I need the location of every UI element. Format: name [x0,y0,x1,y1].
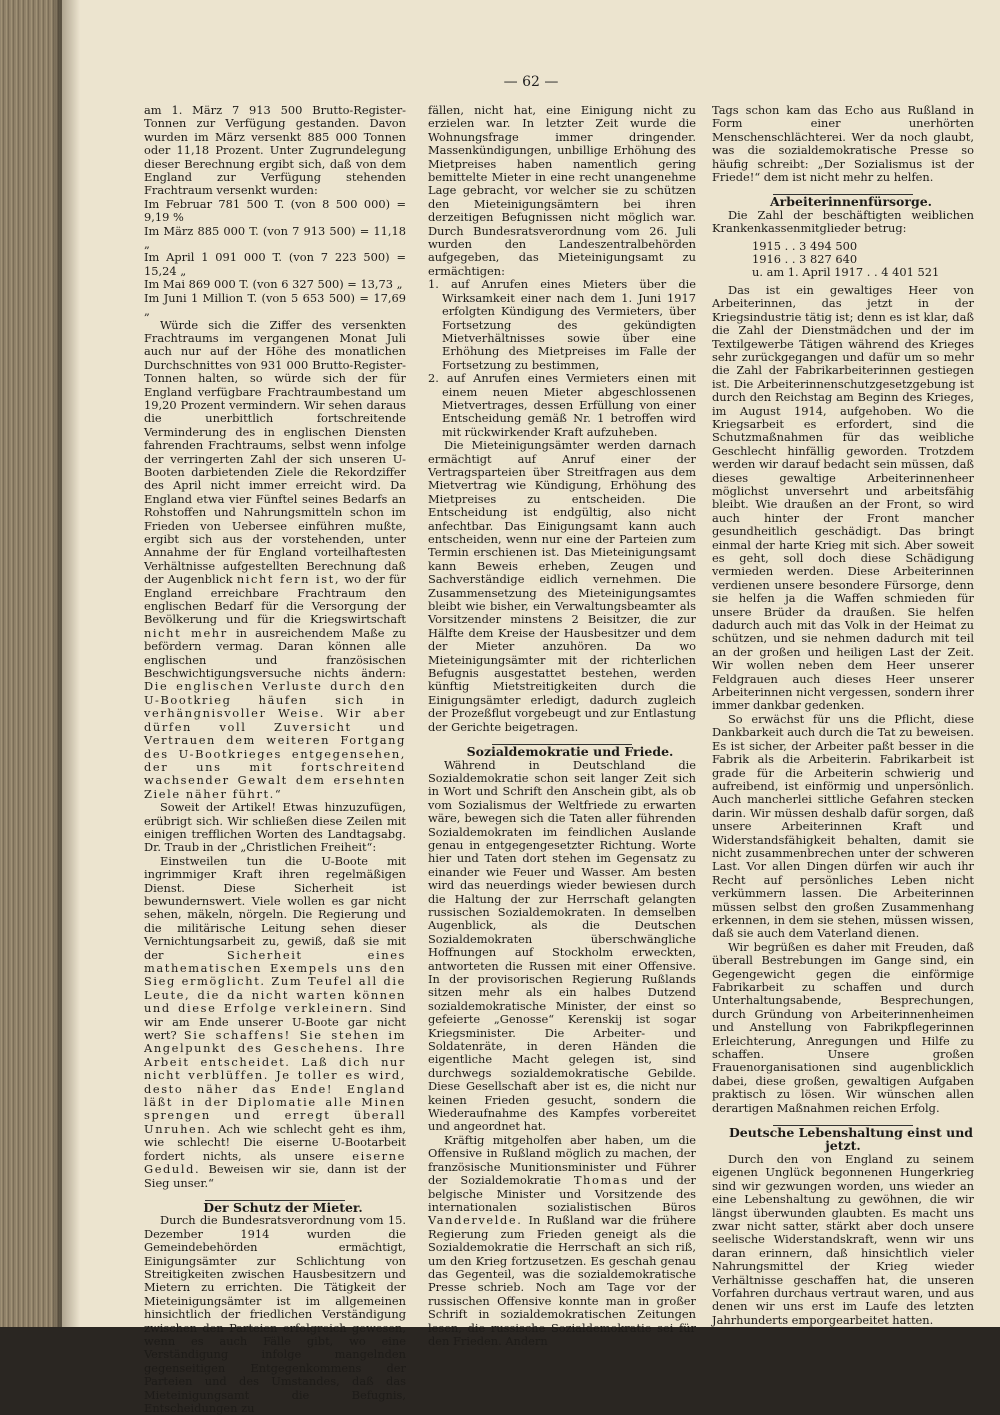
col3-paragraph: Tags schon kam das Echo aus Rußland in Form einer unerhörten Menschenschlächterei. Wer da noch glaubt, was die sozialdemokratische Presse so häufig schreibt: „Der Sozialismus ist der Friede!“ dem ist nicht mehr zu helfen. [712,103,974,185]
col3-paragraph: Die Zahl der beschäftigten weiblichen Krankenkassenmitglieder betrug: [712,207,974,236]
tonnage-row: Im Juni 1 Million T. (von 5 653 500) = 17,69 „ [144,290,406,319]
text-run: wo der für England erreichbare Frachtraum den englischen Bedarf für die Versorgung der Bevölkerung und für die Kriegswirtschaft [144,572,406,627]
text-run: In Rußland war die frühere Regierung zum Frieden geneigt als die Sozialdemokratie die Herrschaft an sich riß, um den Krieg fortzusetzen. Es geschah genau das Gegenteil, was die sozialdemokratische Presse schrieb. Noch am Tage vor der russischen Offensive konnte man in großer Schrift in sozialdemokratischen Zeitungen lesen, die russische Sozialdemokratie sei für den Frieden. Andern [428,1213,697,1348]
col2-paragraph: fällen, nicht hat, eine Einigung nicht zu erzielen war. In letzter Zeit wurde die Wohnungsfrage immer dringender. Massenkündigungen, unbillige Erhöhung des Mietpreises haben namentlich gering bemittelte Mieter in eine recht unangenehme Lage gebracht, vor welcher sie zu schützen den Mieteinigungsämtern bei ihren derzeitigen Befugnissen nicht möglich war. Durch Bundesratsverordnung vom 26. Juli wurden den Landeszentralbehörden aufgegeben, das Mieteinigungsamt zu ermächtigen: [428,103,696,278]
list-item: 2. auf Anrufen eines Vermieters einen mit einem neuen Mieter abgeschlossenen Mietvertrages, dessen Erfüllung von einer Entscheidung gemäß Nr. 1 betroffen wird mit rückwirkender Kraft aufzuheben. [428,371,696,439]
col1-paragraph: Soweit der Artikel! Etwas hinzuzufügen, erübrigt sich. Wir schließen diese Zeilen mit einigen trefflichen Worten des Landtagsabg. Dr. Traub in der „Christlichen Freiheit“: [144,800,406,855]
spaced-text: Sicherheit eines mathematischen Exempels uns den Sieg ermöglicht. Zum Teufel all die Leute, die da nicht warten können und diese Erfolge verkleinern. [144,947,406,1016]
newspaper-page [62,0,1000,1415]
stat-row: 1916 . . 3 827 640 [752,252,858,267]
column-3 [712,103,974,1327]
col2-paragraph: Während in Deutschland die Sozialdemokratie schon seit langer Zeit sich in Wort und Schrift den Anschein gibt, als ob vom Sozialismus der Weltfriede zu erwarten wäre, bewegen sich die Taten aller führenden Sozialdemokraten im feindlichen Auslande genau in entgegengesetzter Richtung. Worte hier und Taten dort stehen im Gegensatz zu einander wie Feuer und Wasser. Am besten wird das neuerdings wieder bewiesen durch die Haltung der zur Herrschaft gelangten russischen Sozialdemokraten. In demselben Augenblick, als die Deutschen Sozialdemokraten überschwängliche Hoffnungen auf Stockholm erweckten, antworteten die Russen mit einer Offensive. In der provisorischen Regierung Rußlands sitzen mehr als ein halbes Dutzend sozialdemokratische Minister, der einst so gefeierte „Genosse“ Kerenskij ist sogar Kriegsminister. Die Arbeiter- und Soldatenräte, in deren Händen die eigentliche Macht gelegen ist, sind durchwegs sozialdemokratische Gebilde. Diese Gesellschaft aber ist es, die nicht nur keinen Frieden gesucht, sondern die Wiederaufnahme des Kampfes vorbereitet und angeordnet hat. [428,757,696,1134]
spaced-text: eiserne Geduld. [144,1148,406,1177]
text-run: Ach wie schlecht geht es ihm, wie schlecht! Die eiserne U-Bootarbeit fordert nichts, als unsere [144,1121,406,1163]
col3-paragraph: So erwächst für uns die Pflicht, diese Dankbarkeit auch durch die Tat zu beweisen. Es ist sicher, der Arbeiter paßt besser in die Fabrik als die Arbeiterin. Fabrikarbeit ist grade für die Arbeiterin schwierig und aufreibend, ist einförmig und unpersönlich. Auch mancherlei sittliche Gefahren stecken darin. Wir müssen deshalb dafür sorgen, daß unsere Arbeiterinnen Kraft und Widerstandsfähigkeit behalten, damit sie nicht zusammenbrechen unter der schweren Last. Vor allen Dingen dürfen wir auch ihr Recht auf persönliches Leben nicht verkümmern lassen. Die Arbeiterinnen müssen selbst den großen Zusammenhang erkennen, in dem sie stehen, müssen wissen, daß sie auch dem Vaterland dienen. [712,711,974,941]
col3-paragraph: Durch den von England zu seinem eigenen Unglück begonnenen Hungerkrieg sind wir gezwungen worden, uns wieder an eine Lebenshaltung zu gewöhnen, die wir längst überwunden glaubten. Es macht uns zwar nicht satter, stärkt aber doch unsere seelische Widerstandskraft, wenn wir uns daran erinnern, daß hinsichtlich vieler Nahrungsmittel der Krieg wieder Verhältnisse geschaffen hat, die unseren Vorfahren durchaus vertraut waren, und aus denen wir uns erst im Laufe des letzten Jahrhunderts emporgearbeitet hatten. [712,1151,974,1327]
spaced-text: nicht mehr [144,625,228,640]
membership-stats [752,240,974,280]
col1-intro: am 1. März 7 913 500 Brutto-Register-Tonnen zur Verfügung gestanden. Davon wurden im März versenkt 885 000 Tonnen oder 11,18 Prozent. Unter Zugrundelegung dieser Berechnung ergibt sich, daß von dem England zur Verfügung stehenden Frachtraum versenkt wurden: [144,103,406,198]
text-run: Kräftig mitgeholfen aber haben, um die Offensive in Rußland möglich zu machen, der französische Munitionsminister und Führer der Sozialdemokratie [428,1132,696,1188]
col1-paragraph [144,319,406,802]
heading-arbeiterinnenfuersorge: Arbeiterinnenfürsorge. [769,194,933,210]
tonnage-row: Im März 885 000 T. (von 7 913 500) = 11,18 „ [144,223,406,252]
spaced-text: Vandervelde. [428,1213,523,1228]
spaced-text: nicht fern ist, [236,572,341,587]
spaced-text: Sie schaffens! Sie stehen im Angelpunkt des Geschehens. Ihre Arbeit entscheidet. Laß dich nur nicht verblüffen. Je toller es wird, desto näher das Ende! England läßt in der Diplomatie alle Minen sprengen und erregt überall Unruhen. [144,1028,406,1136]
stat-row: 1915 . . 3 494 500 [752,238,858,253]
spaced-text: Die englischen Verluste durch den U-Bootkrieg häufen sich in verhängnisvoller Weise. Wir aber dürfen voll Zuversicht und Vertrauen dem weiteren Fortgang des U-Bootkrieges entgegensehen, der uns mit fortschreitend wachsender Gewalt dem ersehnten Ziele näher führt.“ [144,679,406,801]
tonnage-row: Im Februar 781 500 T. (von 8 500 000) = 9,19 % [144,196,406,225]
text-run: Würde sich die Ziffer des versenkten Frachtraums im vergangenen Monat Juli auch nur auf der Höhe des monatlichen Durchschnittes von 931 000 Brutto-Register-Tonnen halten, so würde sich der für England verfügbare Frachtraumbestand um 19,20 Prozent vermindern. Wir sehen daraus die unerbittlich fortschreitende Verminderung des in englischen Diensten fahrenden Frachtraums, selbst wenn infolge der verringerten Zahl der sich unseren U-Booten darbietenden Ziele die Rekordziffer des April nicht immer erreicht wird. Da England etwa vier Fünftel seines Bedarfs an Rohstoffen und Nahrungsmitteln schon im Frieden von Uebersee einführen mußte, ergibt sich aus der vorstehenden, unter Annahme der für England vorteilhaftesten Verhältnisse aufgestellten Berechnung daß der Augenblick [144,317,406,587]
list-item: 1. auf Anrufen eines Mieters über die Wirksamkeit einer nach dem 1. Juni 1917 erfolgten Kündigung des Vermieters, über Fortsetzung des gekündigten Mietverhältnisses sowie über eine Erhöhung des Mietpreises im Falle der Fortsetzung zu bestimmen, [428,277,696,372]
tonnage-table [144,198,406,319]
column-1 [144,103,407,1415]
heading-lebenshaltung: Deutsche Lebenshaltung einst und jetzt. [728,1125,974,1154]
column-2 [428,103,697,1348]
col2-paragraph: Die Mieteinigungsämter werden darnach ermächtigt auf Anruf einer der Vertragsparteien über Streitfragen aus dem Mietvertrag wie Kündigung, Erhöhung des Mietpreises zu entscheiden. Die Entscheidung ist endgültig, also nicht anfechtbar. Das Einigungsamt kann auch entscheiden, wenn nur eine der Parteien zum Termin erschienen ist. Das Mieteinigungsamt kann Beweis erheben, Zeugen und Sachverständige eidlich vernehmen. Die Zusammensetzung des Mieteinigungsamtes bleibt wie bisher, ein Verwaltungsbeamter als Vorsitzender minstens 2 Beisitzer, die zur Hälfte dem Kreise der Hausbesitzer und dem der Mieter anzuhören. Da wo Mieteinigungsämter mit der richterlichen Befugnis ausgestattet bestehen, werden künftig Mietstreitigkeiten durch die Einigungsämter erledigt, dadurch zugleich der Prozeßflut vorgebeugt und zur Entlastung der Gerichte beigetragen. [428,438,696,734]
col1-paragraph [144,855,406,1190]
stat-row: u. am 1. April 1917 . . 4 401 521 [752,265,940,280]
text-run: Einstweilen tun die U-Boote mit ingrimmiger Kraft ihren regelmäßigen Dienst. Diese Sicherheit ist bewundernswert. Viele wollen es gar nicht sehen, mäkeln, nörgeln. Die Regierung und die militärische Leitung sehen dieser Vernichtungsarbeit zu, gewiß, daß sie mit der [144,853,406,962]
text-run: Sind wir am Ende unserer U-Boote gar nicht wert? [144,1001,406,1043]
page-number: — 62 — [503,74,559,90]
col3-paragraph: Das ist ein gewaltiges Heer von Arbeiterinnen, das jetzt in der Kriegsindustrie tätig ist; denn es ist klar, daß die Zahl der Dienstmädchen und der im Textilgewerbe Tätigen während des Krieges sehr zurückgegangen und dafür um so mehr die Zahl der Fabrikarbeiterinnen gestiegen ist. Die Arbeiterinnenschutzgesetzgebung ist durch den Reichstag am Beginn des Krieges, im August 1914, aufgehoben. Wo die Kriegsarbeit es erfordert, sind die Schutzmaßnahmen für das weibliche Geschlecht hinfällig geworden. Trotzdem werden wir darauf bedacht sein müssen, daß dieses gewaltige Arbeiterinnenheer möglichst unversehrt und arbeitsfähig bleibt. Wie draußen an der Front, so wird auch hinter der Front mancher gesundheitlich geschädigt. Das bringt einmal der harte Krieg mit sich. Aber soweit es geht, soll doch diese Schädigung vermieden werden. Diese Arbeiterinnen verdienen unsere besondere Fürsorge, denn sie helfen ja die Waffen schmieden für unsere Brüder da draußen. Sie helfen dadurch auch mit das Volk in der Heimat zu schützen, und sie nehmen dadurch mit teil an der großen und heiligen Last der Zeit. Wir wollen neben dem Heer unserer Feldgrauen auch dieses Heer unserer Arbeiterinnen nicht vergessen, sondern ihrer immer dankbar gedenken. [712,282,974,713]
text-run: in ausreichendem Maße zu befördern vermag. Daran können alle englischen und französischen Beschwichtigungsversuche nichts ändern: [144,625,406,681]
heading-sozialdemokratie: Sozialdemokratie und Friede. [466,744,674,760]
tonnage-row: Im Mai 869 000 T. (von 6 327 500) = 13,73 „ [144,277,403,292]
col3-paragraph: Wir begrüßen es daher mit Freuden, daß überall Bestrebungen im Gange sind, ein Gegengewicht gegen die einförmige Fabrikarbeit zu schaffen und durch Unterhaltungsabende, Besprechungen, durch Gründung von Arbeiterinnenheimen und Anstellung von Fabrikpflegerinnen Erleichterung, Anregungen und Hilfe zu schaffen. Unsere großen Frauenorganisationen sind augenblicklich dabei, diese großen, gewaltigen Aufgaben praktisch zu lösen. Wir wünschen allen derartigen Maßnahmen reichen Erfolg. [712,939,974,1115]
text-run: Beweisen wir sie, dann ist der Sieg unser.“ [144,1162,407,1190]
tonnage-row: Im April 1 091 000 T. (von 7 223 500) = 15,24 „ [144,250,406,278]
spaced-text: Thomas [573,1173,629,1188]
text-run: und der belgische Minister und Vorsitzende des internationalen sozialistischen Büros [428,1173,696,1214]
book-page-edges [0,0,62,1327]
heading-mieter: Der Schutz der Mieter. [203,1199,363,1215]
col2-paragraph [428,1134,696,1349]
col1-paragraph: Durch die Bundesratsverordnung vom 15. Dezember 1914 wurden die Gemeindebehörden ermächtigt, Einigungsämter zur Schlichtung von Streitigkeiten zwischen Hausbesitzern und Mietern zu errichten. Die Tätigkeit der Mieteinigungsämter ist im allgemeinen hinsichtlich der friedlichen Verständigung zwischen den Parteien erfolgreich gewesen, wenn es auch Fälle gibt, wo eine Verständigung infolge mangelnden gegenseitigen Entgegenkommens der Parteien und des Umstandes, daß das Mieteinigungsamt die Befugnis, Entscheidungen zu [144,1213,406,1415]
